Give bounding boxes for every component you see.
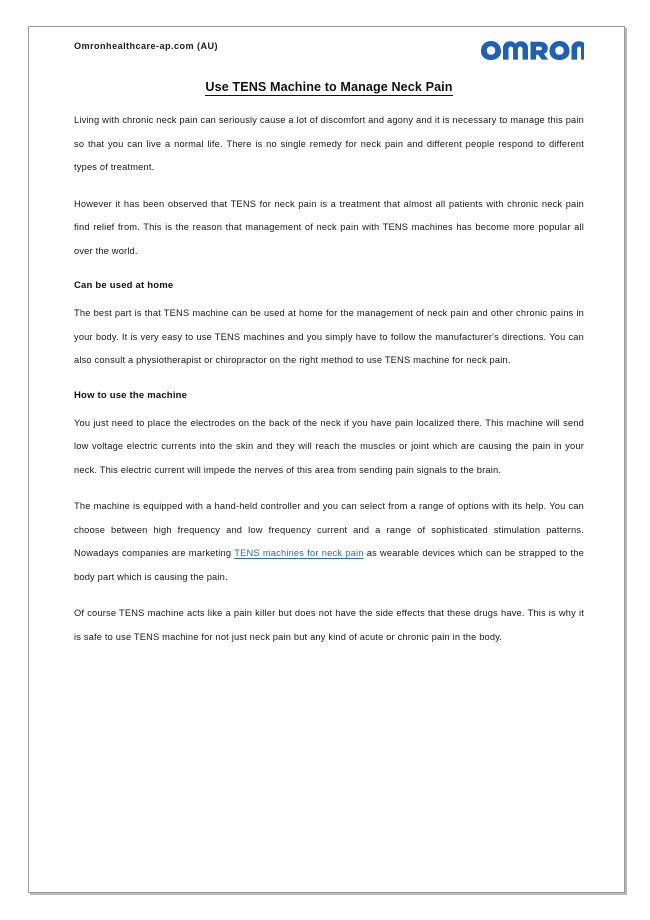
paragraph-2: However it has been observed that TENS for neck pain is a treatment that almost all patients with chronic neck pain find relief from. This is the reason that management of neck pain with TENS machines has become more popular all over the world. bbox=[74, 198, 584, 256]
tens-machines-for-neck-pain-link[interactable]: TENS machines for neck pain bbox=[234, 548, 364, 558]
paragraph-1: Living with chronic neck pain can seriously cause a lot of discomfort and agony and it is necessary to manage this pain so that you can live a normal life. There is no single remedy for neck pain and different people respond to different types of treatment. bbox=[74, 115, 584, 172]
page-title-text: Use TENS Machine to Manage Neck Pain bbox=[205, 80, 453, 94]
paragraph-5-text-after-link: as wearable devices which can be strapped to the body part which is causing the pain. bbox=[74, 548, 585, 582]
paragraph-3: The best part is that TENS machine can be used at home for the management of neck pain and other chronic pains in your body. It is very easy to use TENS machines and you simply have to follow the manufacturer's directions. You can also consult a physiotherapist or chiropractor on the right method to use TENS machine for neck pain. bbox=[74, 308, 584, 365]
omron-logo bbox=[480, 36, 584, 62]
paragraph-5 bbox=[74, 495, 584, 589]
subheading-how-to-use-the-machine: How to use the machine bbox=[74, 389, 188, 401]
paragraph-6: Of course TENS machine acts like a pain killer but does not have the side effects that these drugs have. This is why it is safe to use TENS machine for not just neck pain but any kind of acute or chronic pain in the body. bbox=[74, 608, 584, 642]
document-body bbox=[74, 109, 584, 649]
paragraph-5-text-before-link: The machine is equipped with a hand-held controller and you can select from a range of options with its help. You can choose between high frequency and low frequency current and a range of sophisticated stimulation patterns. Nowadays companies are marketing bbox=[74, 501, 584, 558]
subheading-can-be-used-at-home: Can be used at home bbox=[74, 280, 174, 291]
paragraph-4: You just need to place the electrodes on the back of the neck if you have pain localized there. This machine will send low voltage electric currents into the skin and they will reach the muscles or joint which are causing the pain in your neck. This electric current will impede the nerves of this area from sending pain signals to the brain. bbox=[74, 417, 584, 475]
document-page bbox=[28, 26, 625, 893]
site-url-text: Omronhealthcare-ap.com (AU) bbox=[74, 41, 219, 51]
document-header bbox=[74, 36, 584, 72]
page-title bbox=[74, 80, 584, 94]
